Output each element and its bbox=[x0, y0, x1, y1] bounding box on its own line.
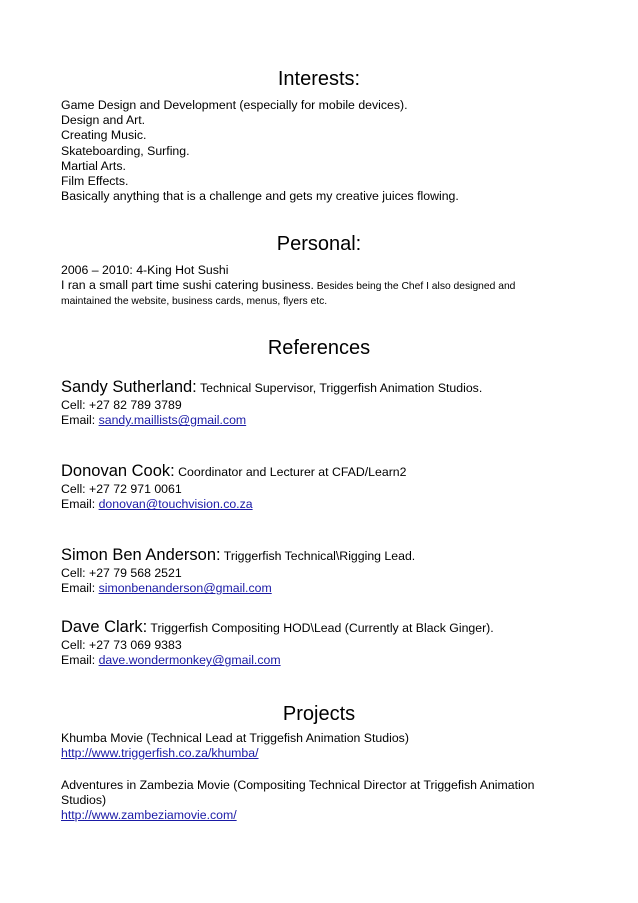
personal-small-text: Besides being the Chef I also designed and bbox=[313, 281, 516, 293]
cell-label: Cell: bbox=[61, 566, 90, 580]
interest-item: Martial Arts. bbox=[61, 158, 126, 173]
cell-label: Cell: bbox=[61, 482, 90, 496]
project-title: Khumba Movie (Technical Lead at Triggefish Animation Studios) bbox=[61, 731, 409, 745]
cell-label: Cell: bbox=[61, 638, 90, 652]
interest-item: Creating Music. bbox=[61, 128, 147, 143]
interest-item: Film Effects. bbox=[61, 174, 129, 189]
reference-name: Sandy Sutherland: bbox=[61, 378, 197, 396]
personal-section bbox=[61, 263, 581, 310]
reference-name: Donovan Cook: bbox=[61, 462, 175, 480]
cell-number: +27 72 971 0061 bbox=[89, 482, 182, 496]
interest-item: Basically anything that is a challenge and gets my creative juices flowing. bbox=[61, 189, 459, 204]
email-link[interactable]: donovan@touchvision.co.za bbox=[98, 497, 253, 512]
reference-entry bbox=[61, 461, 581, 512]
reference-role: Coordinator and Lecturer at CFAD/Learn2 bbox=[174, 465, 407, 479]
interest-item: Game Design and Development (especially for mobile devices). bbox=[61, 98, 408, 112]
email-label: Email: bbox=[61, 497, 99, 512]
cell-number: +27 73 069 9383 bbox=[89, 638, 182, 652]
project-link[interactable]: http://www.triggerfish.co.za/khumba/ bbox=[61, 746, 259, 761]
reference-name: Dave Clark: bbox=[61, 618, 148, 636]
cell-number: +27 79 568 2521 bbox=[89, 566, 182, 580]
reference-entry bbox=[61, 617, 581, 668]
project-entry bbox=[61, 731, 581, 761]
personal-heading: Personal: bbox=[276, 233, 362, 255]
reference-entry bbox=[61, 545, 581, 596]
project-link[interactable]: http://www.zambeziamovie.com/ bbox=[61, 808, 237, 823]
references-heading: References bbox=[267, 337, 371, 359]
reference-name: Simon Ben Anderson: bbox=[61, 546, 221, 564]
projects-heading: Projects bbox=[282, 703, 356, 725]
project-entry bbox=[61, 778, 571, 824]
personal-line: 2006 – 2010: 4-King Hot Sushi bbox=[61, 263, 229, 277]
interest-item: Skateboarding, Surfing. bbox=[61, 143, 190, 158]
personal-line: maintained the website, business cards, menus, flyers etc. bbox=[61, 296, 328, 308]
email-link[interactable]: simonbenanderson@gmail.com bbox=[98, 581, 272, 596]
interests-list bbox=[61, 98, 581, 204]
personal-line bbox=[61, 278, 581, 294]
email-link[interactable]: sandy.maillists@gmail.com bbox=[98, 413, 247, 428]
project-title: Adventures in Zambezia Movie (Compositing Technical Director at Triggefish Animation Studios) bbox=[61, 778, 535, 808]
interest-item: Design and Art. bbox=[61, 113, 146, 128]
reference-role: Technical Supervisor, Triggerfish Animation Studios. bbox=[196, 381, 483, 395]
reference-entry bbox=[61, 377, 581, 428]
reference-role: Triggerfish Compositing HOD\Lead (Currently at Black Ginger). bbox=[147, 621, 494, 635]
email-label: Email: bbox=[61, 653, 99, 668]
email-link[interactable]: dave.wondermonkey@gmail.com bbox=[98, 653, 281, 668]
email-label: Email: bbox=[61, 581, 99, 596]
reference-role: Triggerfish Technical\Rigging Lead. bbox=[220, 549, 416, 563]
cell-number: +27 82 789 3789 bbox=[89, 398, 182, 412]
cell-label: Cell: bbox=[61, 398, 90, 412]
email-label: Email: bbox=[61, 413, 99, 428]
personal-main-text: I ran a small part time sushi catering business. bbox=[61, 278, 314, 293]
interests-heading: Interests: bbox=[277, 68, 361, 90]
